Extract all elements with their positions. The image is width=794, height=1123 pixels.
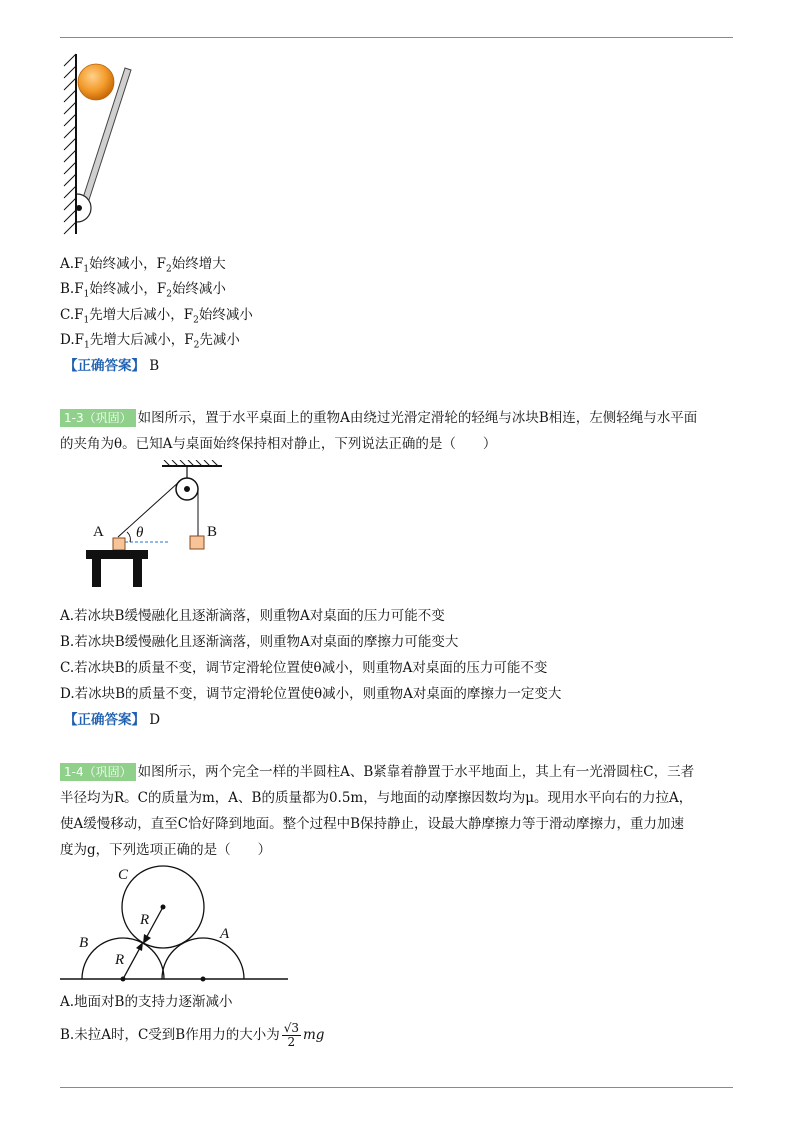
q1-option-c: $C.F_1$先增大后减小，$F_2$始终减小 — [60, 307, 253, 326]
q4-stem-line4: 度为g，下列选项正确的是（ ） — [60, 842, 272, 858]
cylinders-figure — [58, 860, 293, 985]
label-a: A — [93, 524, 104, 540]
q4-stem-line3: 使A缓慢移动，直至C恰好降到地面。整个过程中B保持静止，设最大静摩擦力等于滑动摩擦力，重力加速 — [60, 816, 684, 832]
label-b: B — [207, 524, 218, 540]
q1-option-b: $B.F_1$始终减小，$F_2$始终减小 — [60, 281, 226, 300]
q3-stem-line1: 1-3（巩固） 如图所示，置于水平桌面上的重物A由绕过光滑定滑轮的轻绳与冰块B相连，左侧轻绳与水平面 — [60, 408, 697, 428]
q3-answer: 【正确答案】 D — [64, 712, 161, 728]
header-rule — [60, 37, 733, 38]
pulley-table-figure — [80, 460, 230, 590]
q4-stem-line1: 1-4（巩固） 如图所示，两个完全一样的半圆柱A、B紧靠着静置于水平地面上，其上有一光滑圆柱C，三者 — [60, 762, 694, 782]
q1-answer: 【正确答案】 B — [64, 358, 160, 374]
label-r-upper: R — [140, 912, 150, 928]
q3-option-a: A.若冰块B缓慢融化且逐渐滴落，则重物A对桌面的压力可能不变 — [60, 608, 445, 624]
q3-option-c: C.若冰块B的质量不变，调节定滑轮位置使θ减小，则重物A对桌面的压力可能不变 — [60, 660, 548, 676]
q3-option-b: B.若冰块B缓慢融化且逐渐滴落，则重物A对桌面的摩擦力可能变大 — [60, 634, 459, 650]
label-a2: A — [220, 926, 230, 942]
q1-option-a: $A.F_1$始终减小，$F_2$始终增大 — [60, 256, 226, 275]
q4-stem-line2: 半径均为R。C的质量为m，A、B的质量都为0.5m，与地面的动摩擦因数均为μ。现用水平向右的力拉A， — [60, 790, 693, 806]
label-b2: B — [79, 935, 89, 951]
q1-option-d: $D.F_1$先增大后减小，$F_2$先减小 — [60, 332, 240, 351]
footer-rule — [60, 1087, 733, 1088]
label-c: C — [118, 867, 129, 883]
q4-tag: 1-4（巩固） — [60, 763, 136, 781]
q3-tag: 1-3（巩固） — [60, 409, 136, 427]
q3-option-d: D.若冰块B的质量不变，调节定滑轮位置使θ减小，则重物A对桌面的摩擦力一定变大 — [60, 686, 562, 702]
q4-option-b: B.未拉A时，C受到B作用力的大小为 $\frac{√3}{2}$ mg — [60, 1021, 325, 1049]
sqrt3-over-2-fraction: $\frac{√3}{2}$ — [283, 1021, 299, 1049]
q4-option-a: A.地面对B的支持力逐渐减小 — [60, 994, 233, 1010]
q3-stem-line2: 的夹角为θ。已知A与桌面始终保持相对静止，下列说法正确的是（ ） — [60, 436, 497, 452]
label-r-lower: R — [115, 952, 125, 968]
wall-ball-board-figure — [58, 52, 138, 237]
label-theta: θ — [136, 525, 144, 541]
